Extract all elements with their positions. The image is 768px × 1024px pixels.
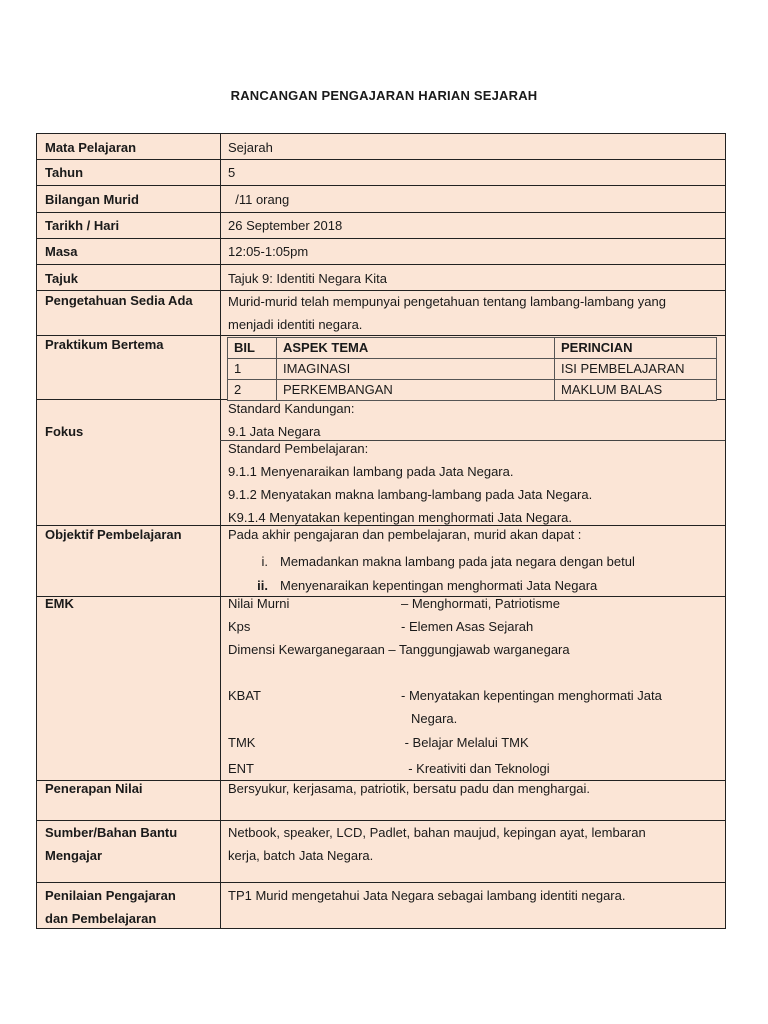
- emk-kbat-key: KBAT: [228, 688, 261, 703]
- praktikum-table: [227, 337, 717, 401]
- emk-nilai-key: Nilai Murni: [228, 596, 290, 611]
- praktikum-label: Praktikum Bertema: [45, 337, 164, 352]
- fokus-label: Fokus: [45, 424, 84, 439]
- objektif-item-1: [228, 550, 635, 573]
- sumber-label-2: Mengajar: [45, 848, 103, 863]
- standard-pembelajaran-2: 9.1.2 Menyatakan makna lambang-lambang pada Jata Negara.: [228, 487, 593, 502]
- emk-dimensi: Dimensi Kewarganegaraan – Tanggungjawab warganegara: [228, 642, 570, 657]
- objektif-item-1-marker: i.: [261, 554, 268, 569]
- masa-label: Masa: [45, 244, 78, 259]
- pengetahuan-label: Pengetahuan Sedia Ada: [45, 293, 193, 308]
- row-divider: [37, 882, 725, 883]
- emk-kbat-value-2: Negara.: [411, 711, 458, 726]
- page-title: RANCANGAN PENGAJARAN HARIAN SEJARAH: [230, 88, 538, 103]
- row-divider: [37, 264, 725, 265]
- header-bil: BIL: [228, 338, 277, 359]
- standard-pembelajaran-1: 9.1.1 Menyenaraikan lambang pada Jata Negara.: [228, 464, 514, 479]
- emk-kps-key: Kps: [228, 619, 251, 634]
- objektif-label: Objektif Pembelajaran: [45, 527, 182, 542]
- tajuk-label: Tajuk: [45, 271, 78, 286]
- standard-pembelajaran-3: K9.1.4 Menyatakan kepentingan menghormati Jata Negara.: [228, 510, 572, 525]
- pengetahuan-line2: menjadi identiti negara.: [228, 317, 363, 332]
- penilaian-label-2: dan Pembelajaran: [45, 911, 157, 926]
- table-row: [228, 359, 717, 380]
- perincian-cell: ISI PEMBELAJARAN: [555, 359, 717, 380]
- emk-kbat-value-1: - Menyatakan kepentingan menghormati Jata: [401, 688, 662, 703]
- header-aspek-tema: ASPEK TEMA: [277, 338, 555, 359]
- lesson-plan-table: [36, 133, 726, 929]
- objektif-item-2-text: Menyenaraikan kepentingan menghormati Jata Negara: [280, 578, 598, 593]
- tahun-value: 5: [228, 165, 236, 180]
- emk-nilai-value: – Menghormati, Patriotisme: [401, 596, 560, 611]
- standard-pembelajaran-title: Standard Pembelajaran:: [228, 441, 369, 456]
- sumber-line2: kerja, batch Jata Negara.: [228, 848, 374, 863]
- emk-label: EMK: [45, 596, 74, 611]
- standard-kandungan-title: Standard Kandungan:: [228, 401, 355, 416]
- penerapan-value: Bersyukur, kerjasama, patriotik, bersatu padu dan menghargai.: [228, 781, 591, 796]
- mata-pelajaran-label: Mata Pelajaran: [45, 140, 137, 155]
- mata-pelajaran-value: Sejarah: [228, 140, 273, 155]
- emk-tmk-value: - Belajar Melalui TMK: [401, 735, 529, 750]
- penilaian-label-1: Penilaian Pengajaran: [45, 888, 176, 903]
- objektif-intro: Pada akhir pengajaran dan pembelajaran, murid akan dapat :: [228, 527, 582, 542]
- column-divider: [220, 134, 221, 928]
- masa-value: 12:05-1:05pm: [228, 244, 309, 259]
- row-divider: [37, 159, 725, 160]
- objektif-item-1-text: Memadankan makna lambang pada jata negara dengan betul: [280, 554, 635, 569]
- bil-cell: 1: [228, 359, 277, 380]
- header-perincian: PERINCIAN: [555, 338, 717, 359]
- tahun-label: Tahun: [45, 165, 84, 180]
- sumber-label-1: Sumber/Bahan Bantu: [45, 825, 178, 840]
- aspek-cell: IMAGINASI: [277, 359, 555, 380]
- emk-ent-key: ENT: [228, 761, 254, 776]
- tarikh-value: 26 September 2018: [228, 218, 343, 233]
- tajuk-value: Tajuk 9: Identiti Negara Kita: [228, 271, 387, 286]
- pengetahuan-line1: Murid-murid telah mempunyai pengetahuan tentang lambang-lambang yang: [228, 294, 666, 309]
- bil-cell: 2: [228, 380, 277, 401]
- sumber-line1: Netbook, speaker, LCD, Padlet, bahan maujud, kepingan ayat, lembaran: [228, 825, 646, 840]
- standard-kandungan-value: 9.1 Jata Negara: [228, 424, 321, 439]
- penerapan-label: Penerapan Nilai: [45, 781, 143, 796]
- emk-tmk-key: TMK: [228, 735, 256, 750]
- praktikum-header-row: [228, 338, 717, 359]
- emk-kps-value: - Elemen Asas Sejarah: [401, 619, 534, 634]
- bilangan-murid-value: /11 orang: [228, 192, 290, 207]
- bilangan-murid-label: Bilangan Murid: [45, 192, 139, 207]
- tarikh-label: Tarikh / Hari: [45, 218, 120, 233]
- row-divider: [37, 185, 725, 186]
- row-divider: [37, 238, 725, 239]
- row-divider: [37, 212, 725, 213]
- objektif-item-2-marker: ii.: [257, 578, 268, 593]
- emk-ent-value: - Kreativiti dan Teknologi: [401, 761, 550, 776]
- perincian-cell: MAKLUM BALAS: [555, 380, 717, 401]
- aspek-cell: PERKEMBANGAN: [277, 380, 555, 401]
- penilaian-value: TP1 Murid mengetahui Jata Negara sebagai lambang identiti negara.: [228, 888, 626, 903]
